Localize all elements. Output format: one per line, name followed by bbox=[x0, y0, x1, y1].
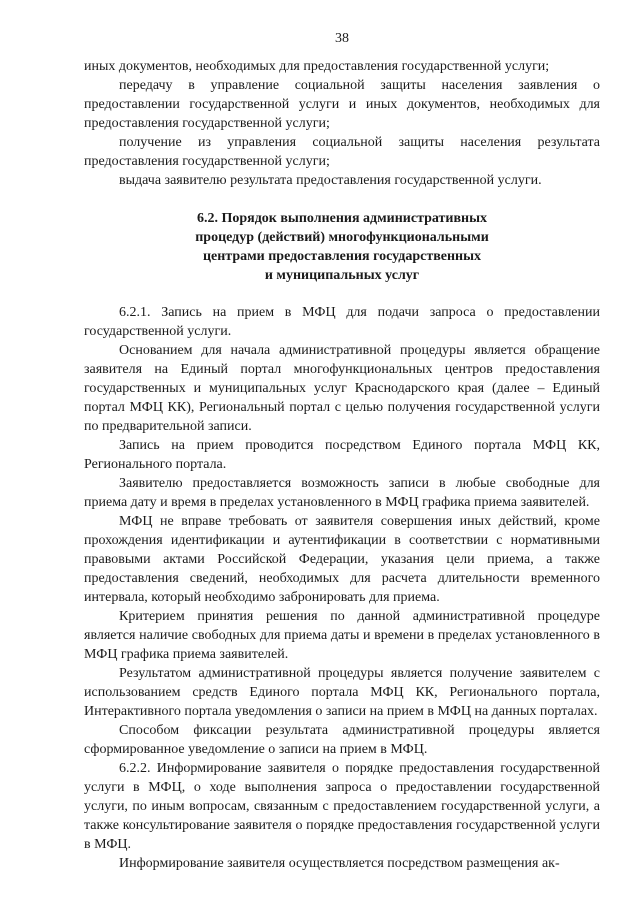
paragraph-3: получение из управления социальной защиты населения результата предоставления государственной услуги; bbox=[84, 135, 600, 169]
paragraph-6-2-2: 6.2.2. Информирование заявителя о порядке предоставления государственной услуги в МФЦ, о ходе выполнения запроса о предоставлении государственной услуги, по иным вопросам, связанным с предоставлением государственной услуги, а также консультирование заявителя о порядке предоставления государственной услуги в МФЦ. bbox=[84, 761, 600, 852]
paragraph-criterion: Критерием принятия решения по данной административной процедуре является наличие свободных для приема даты и времени в пределах установленного в МФЦ графика приема заявителей. bbox=[84, 609, 600, 662]
top-paragraphs bbox=[84, 57, 600, 190]
paragraph-result: Результатом административной процедуры является получение заявителем с использованием средств Единого портала МФЦ КК, Регионального портала, Интерактивного портала уведомления о записи на прием в МФЦ на данных порталах. bbox=[84, 666, 600, 719]
page-number: 38 bbox=[335, 31, 349, 46]
section-title-line-2: процедур (действий) многофункциональными bbox=[195, 230, 489, 245]
paragraph-2: передачу в управление социальной защиты населения заявления о предоставлении государственной услуги и иных документов, необходимых для предоставления государственной услуги; bbox=[84, 78, 600, 131]
paragraph-possibility: Заявителю предоставляется возможность записи в любые свободные для приема дату и время в пределах установленного в МФЦ графика приема заявителей. bbox=[84, 476, 600, 510]
section-title-line-3: центрами предоставления государственных bbox=[202, 249, 482, 264]
main-paragraphs bbox=[84, 303, 600, 873]
paragraph-informing: Информирование заявителя осуществляется посредством размещения ак- bbox=[119, 856, 560, 871]
paragraph-4: выдача заявителю результата предоставления государственной услуги. bbox=[119, 173, 542, 188]
section-title-line-4: и муниципальных услуг bbox=[264, 268, 420, 283]
paragraph-1: иных документов, необходимых для предоставления государственной услуги; bbox=[84, 59, 550, 74]
section-title-line-1: 6.2. Порядок выполнения административных bbox=[196, 211, 488, 226]
paragraph-basis: Основанием для начала административной процедуры является обращение заявителя на Единый портал многофункциональных центров предоставления государственных и муниципальных услуг Краснодарского края (далее – Единый портал МФЦ КК), Региональный портал с целью получения государственной услуги по предварительной записи. bbox=[84, 343, 600, 434]
paragraph-record: Запись на прием проводится посредством Единого портала МФЦ КК, Регионального портала. bbox=[84, 438, 600, 472]
paragraph-fixation: Способом фиксации результата административной процедуры является сформированное уведомление о записи на прием в МФЦ. bbox=[84, 723, 600, 757]
paragraph-6-2-1: 6.2.1. Запись на прием в МФЦ для подачи запроса о предоставлении государственной услуги. bbox=[84, 305, 600, 339]
paragraph-mfc-restrictions: МФЦ не вправе требовать от заявителя совершения иных действий, кроме прохождения идентификации и аутентификации в соответствии с нормативными правовыми актами Российской Федерации, указания цели приема, а также предоставления сведений, необходимых для расчета длительности временного интервала, который необходимо забронировать для приема. bbox=[84, 514, 600, 605]
section-title bbox=[84, 209, 600, 285]
